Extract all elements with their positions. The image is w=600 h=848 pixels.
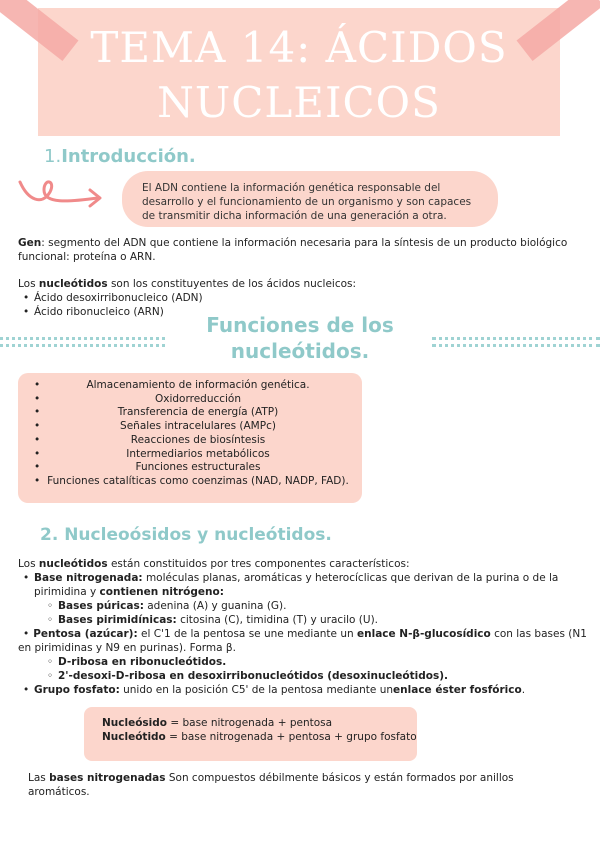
base-list <box>18 571 588 599</box>
pentosa-text-2: con las bases (N1 en pirimidinas y N9 en purinas). Forma β. <box>18 628 587 654</box>
list-item: • Oxidorreducción <box>26 393 356 407</box>
list-item <box>42 599 588 613</box>
nucleotido-term: Nucleótido <box>102 731 166 743</box>
functions-heading-line-1: Funciones de los <box>206 313 394 337</box>
adn-callout-text: El ADN contiene la información genética responsable del desarrollo y el funcionamiento de un organismo y son capaces de transmitir dicha información de una generación a otra. <box>142 182 472 222</box>
nucleotidos-intro-term: nucleótidos <box>38 278 108 290</box>
section-1-number: 1. <box>44 146 62 167</box>
gen-text: : segmento del ADN que contiene la información necesaria para la síntesis de un producto biológico funcional: proteína o ARN. <box>18 237 568 263</box>
functions-heading-line-2: nucleótidos. <box>230 339 370 363</box>
title-line-2: NUCLEICOS <box>157 78 441 127</box>
pentosa-text: el C'1 de la pentosa se une mediante un <box>137 628 357 640</box>
fosfato-list <box>18 683 588 697</box>
pentosa-sub-2: 2'-desoxi-D-ribosa en desoxirribonucleótidos (desoxinucleótidos). <box>58 670 449 682</box>
fosfato-end: . <box>521 684 526 696</box>
nucleotidos-intro <box>18 277 588 291</box>
components-intro-pre: Los <box>18 558 39 570</box>
pentosa-sublist <box>42 655 588 683</box>
bullet-glyph: • <box>23 628 30 640</box>
gen-term: Gen <box>18 237 42 249</box>
dotted-divider-left <box>0 337 165 340</box>
list-item <box>42 613 588 627</box>
pentosa-term: Pentosa (azúcar): <box>33 628 138 640</box>
functions-heading <box>170 312 430 364</box>
list-item: • Almacenamiento de información genética. <box>26 379 356 393</box>
nucleosido-term: Nucleósido <box>102 717 167 729</box>
fosfato-term-2: enlace éster fosfórico <box>393 684 522 696</box>
title-line-1: TEMA 14: ÁCIDOS <box>90 23 508 72</box>
formula-text <box>102 716 417 744</box>
bases-sublist <box>42 599 588 627</box>
bases-note <box>28 771 548 799</box>
nucleotidos-intro-post: son los constituyentes de los ácidos nucleicos: <box>107 278 357 290</box>
list-item: • Funciones estructurales <box>26 461 356 475</box>
pentosa-term-2: enlace N-β-glucosídico <box>357 628 491 640</box>
list-item: • Ácido ribonucleico (ARN) <box>18 305 318 319</box>
components-intro <box>18 557 588 571</box>
components-list <box>18 571 588 697</box>
list-item: • Ácido desoxirribonucleico (ADN) <box>18 291 318 305</box>
puricas-text: adenina (A) y guanina (G). <box>143 600 287 612</box>
list-item-base <box>18 571 588 599</box>
section-1-heading <box>44 146 196 167</box>
pirimidinicas-term: Bases pirimidínicas: <box>58 614 177 626</box>
dotted-divider-right-2 <box>432 344 600 347</box>
list-item <box>42 655 588 669</box>
dotted-divider-right <box>432 337 600 340</box>
functions-list <box>26 379 356 489</box>
list-item: • Intermediarios metabólicos <box>26 448 356 462</box>
components-intro-post: están constituidos por tres componentes característicos: <box>107 558 410 570</box>
section-2-heading: 2. Nucleoósidos y nucleótidos. <box>40 525 332 545</box>
pentosa-item <box>18 627 588 655</box>
bases-note-pre: Las <box>28 772 50 784</box>
list-item: • Funciones catalíticas como coenzimas (NAD, NADP, FAD). <box>26 475 356 489</box>
section-1-label: Introducción. <box>61 146 196 167</box>
nucleosido-formula <box>102 716 417 730</box>
base-term: Base nitrogenada: <box>34 572 143 584</box>
dotted-divider-left-2 <box>0 344 165 347</box>
list-item: • Transferencia de energía (ATP) <box>26 406 356 420</box>
nucleotidos-intro-pre: Los <box>18 278 39 290</box>
components-intro-term: nucleótidos <box>38 558 108 570</box>
bases-note-post: Son compuestos débilmente básicos y están formados por anillos aromáticos. <box>28 772 514 798</box>
nucleosido-text: = base nitrogenada + pentosa <box>167 717 333 729</box>
gen-definition <box>18 236 588 264</box>
squiggle-arrow-icon <box>18 176 108 212</box>
base-term-2: contienen nitrógeno: <box>99 586 224 598</box>
puricas-term: Bases púricas: <box>58 600 144 612</box>
nucleotido-text: = base nitrogenada + pentosa + grupo fosfato <box>165 731 417 743</box>
pentosa-sub-1: D-ribosa en ribonucleótidos. <box>58 656 227 668</box>
fosfato-text: unido en la posición C5' de la pentosa mediante un <box>119 684 394 696</box>
base-text: moléculas planas, aromáticas y heterocíclicas que derivan de la purina o de la pirimidina y <box>34 572 559 598</box>
pirimidinicas-text: citosina (C), timidina (T) y uracilo (U). <box>176 614 379 626</box>
page-title <box>38 20 560 130</box>
bases-note-term: bases nitrogenadas <box>49 772 166 784</box>
list-item: • Reacciones de biosíntesis <box>26 434 356 448</box>
list-item: • Señales intracelulares (AMPc) <box>26 420 356 434</box>
list-item-fosfato <box>18 683 588 697</box>
fosfato-term: Grupo fosfato: <box>34 684 120 696</box>
list-item <box>42 669 588 683</box>
nucleotido-formula <box>102 730 417 744</box>
